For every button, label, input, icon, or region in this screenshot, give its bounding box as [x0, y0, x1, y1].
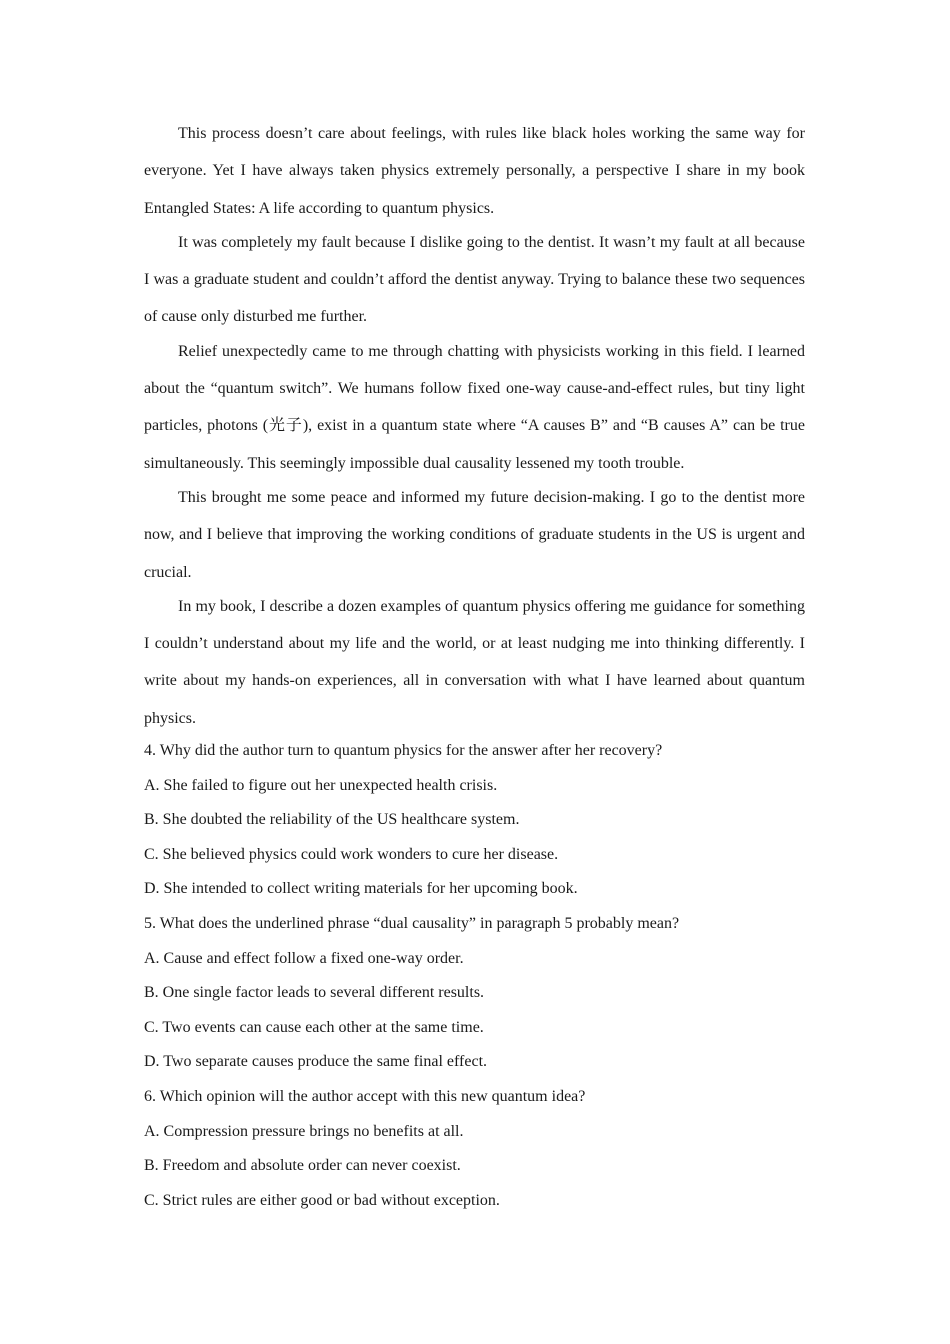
passage-paragraph: In my book, I describe a dozen examples of quantum physics offering me guidance for something I couldn’t understand about my life and the world, or at least nudging me into thinking differently. I write about my hands-on experiences, all in conversation with what I have learned about quantum physics.	[144, 597, 805, 727]
passage-paragraph: This process doesn’t care about feelings, with rules like black holes working the same way for everyone. Yet I have always taken physics extremely personally, a perspective I share in my book Entangled States: A life according to quantum physics.	[144, 125, 805, 217]
answer-option: D. Two separate causes produce the same final effect.	[144, 1053, 488, 1071]
passage-paragraph: Relief unexpectedly came to me through chatting with physicists working in this field. I learned about the “quantum switch”. We humans follow fixed one-way cause-and-effect rules, but tiny light particles, photons (光子), exist in a quantum state where “A causes B” and “B causes A” can be true simultaneously. This seemingly impossible dual causality lessened my tooth trouble.	[144, 342, 805, 472]
passage-paragraph: This brought me some peace and informed my future decision-making. I go to the dentist more now, and I believe that improving the working conditions of graduate students in the US is urgent and crucial.	[144, 488, 805, 581]
answer-option: B. One single factor leads to several different results.	[144, 984, 485, 1002]
question-stem: 5. What does the underlined phrase “dual causality” in paragraph 5 probably mean?	[144, 915, 680, 933]
question-4	[144, 734, 805, 907]
answer-option: B. Freedom and absolute order can never coexist.	[144, 1157, 461, 1175]
answer-option: A. Compression pressure brings no benefits at all.	[144, 1122, 464, 1140]
answer-option: C. She believed physics could work wonders to cure her disease.	[144, 845, 559, 863]
answer-option: C. Two events can cause each other at the same time.	[144, 1018, 484, 1036]
question-6	[144, 1080, 805, 1218]
question-5	[144, 907, 805, 1080]
passage-paragraph: It was completely my fault because I dislike going to the dentist. It wasn’t my fault at all because I was a graduate student and couldn’t afford the dentist anyway. Trying to balance these two sequences of cause only disturbed me further.	[144, 233, 805, 326]
answer-option: B. She doubted the reliability of the US healthcare system.	[144, 811, 520, 829]
answer-option: A. She failed to figure out her unexpected health crisis.	[144, 776, 498, 794]
answer-option: C. Strict rules are either good or bad without exception.	[144, 1191, 500, 1209]
question-stem: 4. Why did the author turn to quantum physics for the answer after her recovery?	[144, 742, 663, 760]
question-stem: 6. Which opinion will the author accept with this new quantum idea?	[144, 1087, 586, 1105]
answer-option: D. She intended to collect writing materials for her upcoming book.	[144, 880, 578, 898]
answer-option: A. Cause and effect follow a fixed one-way order.	[144, 949, 464, 967]
page-content	[144, 118, 805, 1218]
